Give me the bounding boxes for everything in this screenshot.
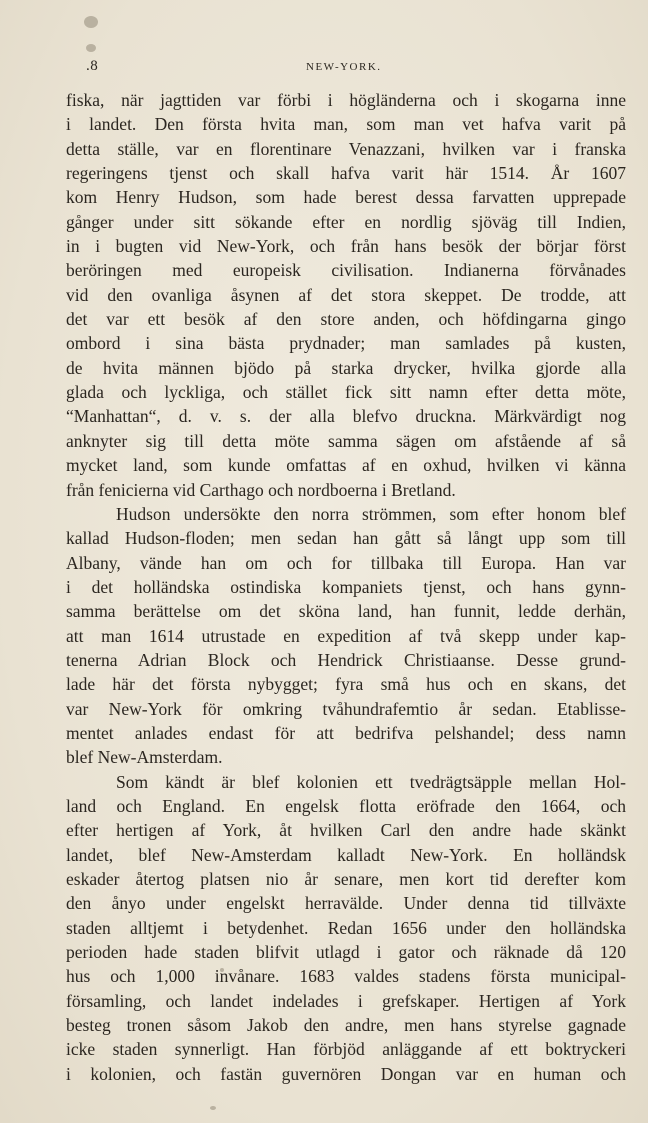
text-line: samma berättelse om det sköna land, han funnit, ledde derhän, [66, 601, 626, 622]
text-line: Albany, vände han om och for tillbaka till Europa. Han var [66, 552, 626, 573]
text-line: regeringens tjenst och skall hafva varit här 1514. År 1607 [66, 163, 626, 184]
text-line: i det holländska ostindiska kompaniets tjenst, och hans gynn- [66, 576, 626, 597]
text-line: ombord i sina bästa prydnader; man samlades på kusten, [66, 333, 626, 354]
text-line: beröringen med europeisk civilisation. Indianerna förvånades [66, 260, 626, 281]
text-line: anknyter sig till detta möte samma sägen om afstående af så [66, 430, 626, 451]
paragraph-end-line: blef New-Amsterdam. [66, 747, 223, 768]
text-line: efter hertigen af York, åt hvilken Carl den andre hade skänkt [66, 820, 626, 841]
text-line: perioden hade staden blifvit utlagd i gator och räknade då 120 [66, 942, 626, 963]
text-line: eskader återtog platsen nio år senare, men kort tid derefter kom [66, 869, 626, 889]
text-line: kom Henry Hudson, som hade berest dessa farvatten upprepade [66, 187, 626, 208]
text-line: var New-York för omkring tvåhundrafemtio år sedan. Etablisse- [66, 698, 626, 719]
text-line: gånger under sitt sökande efter en nordlig sjöväg till Indien, [66, 211, 626, 232]
text-line: fiska, när jagttiden var förbi i högländerna och i skogarna inne [66, 90, 626, 110]
text-line: glada och lyckliga, och stället fick sitt namn efter detta möte, [66, 382, 626, 403]
text-line: mentet anlades endast för att bedrifva pelshandel; dess namn [66, 722, 626, 743]
page-number: .8 [86, 58, 99, 74]
text-line: den ånyo under engelskt herravälde. Under denna tid tillväxte [66, 893, 626, 914]
text-line: att man 1614 utrustade en expedition af två skepp under kap- [66, 625, 626, 646]
text-line: i landet. Den första hvita man, som man vet hafva varit på [66, 114, 626, 135]
text-line: in i bugten vid New-York, och från hans besök der börjar först [66, 236, 626, 257]
paragraph-start-line: Hudson undersökte den norra strömmen, som efter honom blef [116, 503, 626, 524]
text-line: vid den ovanliga åsynen af det stora skeppet. De trodde, att [66, 284, 626, 305]
paragraph-end-line: från fenicierna vid Carthago och nordboerna i Bretland. [66, 479, 456, 500]
text-line: staden alltjemt i betydenhet. Redan 1656 under den holländska [66, 917, 626, 938]
text-line: hus och 1,000 invånare. 1683 valdes stadens första municipal- [66, 966, 626, 987]
page-header [66, 58, 626, 78]
body-text [66, 88, 626, 1086]
text-line: lade här det första nybygget; fyra små hus och en skans, det [66, 674, 626, 695]
paper-speck [84, 16, 98, 28]
text-line: de hvita männen bjödo på starka drycker, hvilka gjorde alla [66, 357, 626, 378]
paper-speck [86, 44, 96, 52]
text-line: mycket land, som kunde omfattas af en oxhud, hvilken vi känna [66, 455, 626, 476]
text-line: besteg tronen såsom Jakob den andre, men hans styrelse gagnade [66, 1015, 626, 1036]
running-head: NEW-YORK. [306, 61, 382, 73]
paper-speck [210, 1106, 216, 1110]
paragraph-start-line: Som kändt är blef kolonien ett tvedrägtsäpple mellan Hol- [116, 771, 626, 792]
text-line: i kolonien, och fastän guvernören Dongan var en human och [66, 1063, 626, 1084]
text-line: land och England. En engelsk flotta eröfrade den 1664, och [66, 795, 626, 816]
text-line: kallad Hudson-floden; men sedan han gått så långt upp som till [66, 528, 626, 549]
text-line: församling, och landet indelades i grefskaper. Hertigen af York [66, 990, 626, 1011]
text-line: landet, blef New-Amsterdam kalladt New-York. En holländsk [66, 844, 626, 865]
text-line: icke staden synnerligt. Han förbjöd anläggande af ett boktryckeri [66, 1039, 626, 1060]
text-line: det var ett besök af den store anden, och höfdingarna gingo [66, 309, 626, 330]
text-line: tenerna Adrian Block och Hendrick Christiaanse. Desse grund- [66, 649, 626, 670]
text-line: “Manhattan“, d. v. s. der alla blefvo druckna. Märkvärdigt nog [66, 406, 626, 427]
text-line: detta ställe, var en florentinare Venazzani, hvilken var i franska [66, 138, 626, 159]
